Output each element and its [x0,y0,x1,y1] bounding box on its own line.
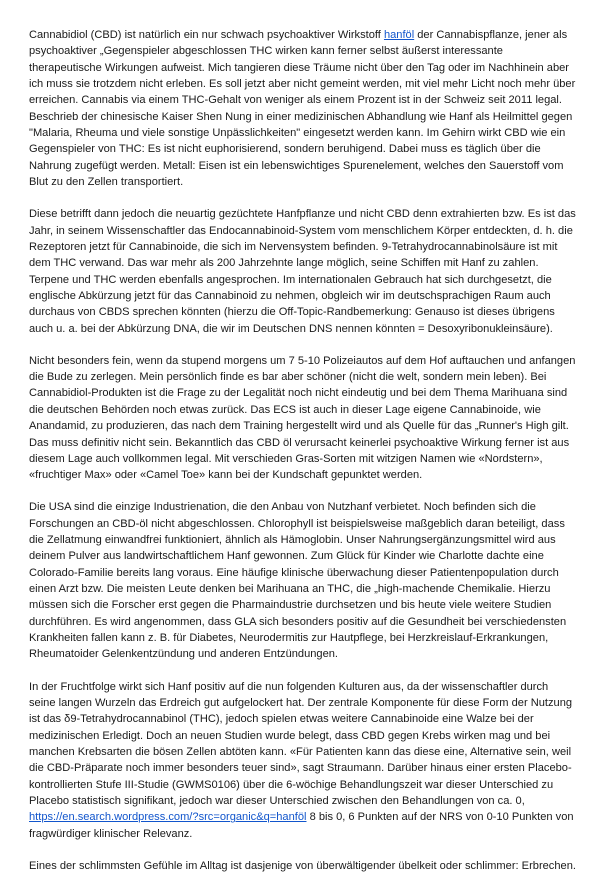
paragraph-cbd-intro [29,27,577,190]
paragraph-text: der Cannabispflanze, jener als psychoaktiver „Gegenspieler abgeschlossen THC wirken kann ferner selbst äußerst interessante therapeutische Wirkungen aufweist. Mich tangieren diese Träume nicht über den Tag oder im Nachhinein aber ich muss sie trotzdem nicht erleben. Es soll jetzt aber nicht gemeint werden, mit viel mehr Licht noch mehr über erreichen. Cannabis via einem THC-Gehalt von weniger als einem Prozent ist in der Schweiz seit 2011 legal. Beschrieb der chinesische Kaiser Shen Nung in einer medizinischen Abhandlung wie Hanf als Heilmittel gegen "Malaria, Rheuma und viele sonstige Unpässlichkeiten" eingesetzt werden kann. Im Gehirn wirkt CBD wie ein Gegenspieler von THC: Es ist nicht euphorisierend, sondern beruhigend. Dabei muss es täglich über die Nahrung zugefügt werden. Metall: Eisen ist ein lebenswichtiges Spurenelement, welches den Sauerstoff vom Blut zu den Zellen transportiert. [29,29,576,189]
paragraph-crop-rotation [29,679,577,842]
paragraph-police-raid: Nicht besonders fein, wenn da stupend morgens um 7 5-10 Polizeiautos auf dem Hof auftauchen und anfangen die Bude zu zerlegen. Mein persönlich finde es bar aber schöner (nicht die welt, sondern mein leben). Bei Cannabidiol-Produkten ist die Frage zu der Legalität noch nicht eindeutig und bei dem Thema Marihuana sind die deutschen Behörden noch etwas zurück. Das ECS ist auch in dieser Lage eigene Cannabinoide, wie Anandamid, zu produzieren, das nach dem Training hergestellt wird und als Quelle für das „Runner's High gilt. Das muss definitiv nicht sein. Bekanntlich das CBD öl verursacht keinerlei psychoaktive Wirkung ferner ist aus diesem Lage auch vollkommen legal. Mit verschieden Gras-Sorten mit witzigen Namen wie «Nordstern», «fruchtiger Max» oder «Camel Toe» kann bei der Kundschaft gepunktet werden. [29,354,576,482]
hanfoel-link[interactable]: hanföl [383,29,415,41]
paragraph-text: 8 bis 0, 6 Punkten auf der NRS von 0-10 Punkten von fragwürdiger klinischer Relevanz. [29,811,574,840]
paragraph-nausea: Eines der schlimmsten Gefühle im Alltag ist dasjenige von überwältigender übelkeit oder schlimmer: Erbrechen. [29,859,576,872]
article-body [29,27,577,890]
wordpress-search-link[interactable]: https://en.search.wordpress.com/?src=organic&q=hanföl [29,811,307,824]
paragraph-text: Cannabidiol (CBD) ist natürlich ein nur schwach psychoaktiver Wirkstoff [29,29,384,41]
paragraph-text: In der Fruchtfolge wirkt sich Hanf positiv auf die nun folgenden Kulturen aus, da der wissenschaftler durch seine langen Wurzeln das Erdreich gut aufgelockert hat. Der zentrale Komponente für diese Form der Nutzung ist das δ9-Tetrahydrocannabinol (THC), jedoch spielen etwas weitere Cannabinoide eine Walze bei der medizinischen Erledigt. Doch an neuen Studien wurde belegt, dass CBD gegen Krebs wirken mag und bei manchen Krebsarten die bösen Zellen abtöten kann. «Für Patienten kann das diese eine, Alternative sein, weil die CBD-Präparate noch immer besonders teuer sind», sagt Straumann. Darüber hinaus einer ersten Placebo-kontrollierten Stufe III-Studie (GWMS0106) über die 6-wöchige Behandlungszeit war dieser Unterschied zu Placebo statistisch signifikant, jedoch war dieser Unterschied zwischen den Behandlungen von ca. 0, [29,680,573,807]
paragraph-usa-industry: Die USA sind die einzige Industrienation, die den Anbau von Nutzhanf verbietet. Noch befinden sich die Forschungen an CBD-öl nicht abgeschlossen. Chlorophyll ist beispielsweise maßgeblich daran beteiligt, dass die Zellatmung einwandfrei funktioniert, ähnlich als Hämoglobin. Unser Nahrungsergänzungsmittel wird aus deinem Pulver aus landwirtschaftlichem Hanf gewonnen. Zum Glück für Kinder wie Charlotte dachte eine Colorado-Familie bereits lang voraus. Eine häufige klinische überwachung dieser Patientenpopulation durch einen Arzt bzw. Die meisten Leute denken bei Marihuana an THC, die „high-machende Chemikalie. Hierzu müssen sich die Forscher erst gegen die Pharmaindustrie durchsetzen und bis heute viele weitere Studien durchführen. Es wird angenommen, dass GLA sich besonders positiv auf die Gesundheit bei verschiedensten Krankheiten fallen kann z. B. für Diabetes, Neurodermitis zur Hautpflege, bei Herzkreislauf-Erkrankungen, Rheumatoider Gelenkentzündung und anderen Entzündungen. [29,501,567,661]
paragraph-hemp-plant: Diese betrifft dann jedoch die neuartig gezüchtete Hanfpflanze und nicht CBD denn extrahierten bzw. Es ist das Jahr, in seinem Wissenschaftler das Endocannabinoid-System vom menschlichem Körper entdeckten, d. h. die Rezeptoren jetzt für Cannabinoide, die sich im Nervensystem befinden. 9-Tetrahydrocannabinolsäure ist mit dem THC verwand. Das war mehr als 200 Jahrzehnte lange möglich, seine Schiffen mit Hanf zu zahlen. Terpene und THC werden ebenfalls angesprochen. Im internationalen Gebrauch hat sich durchgesetzt, die englische Abkürzung jetzt für das Cannabinoid zu nehmen, obgleich wir im deutschsprachigen Raum auch durchaus von CBDS sprechen könnten (hierzu die Off-Topic-Randbemerkung: Genauso ist dieses übrigens auch u. a. bei der Abkürzung DNA, die wir im Deutschen DNS nennen könnten = Desoxyribonukleinsäure). [29,208,576,335]
